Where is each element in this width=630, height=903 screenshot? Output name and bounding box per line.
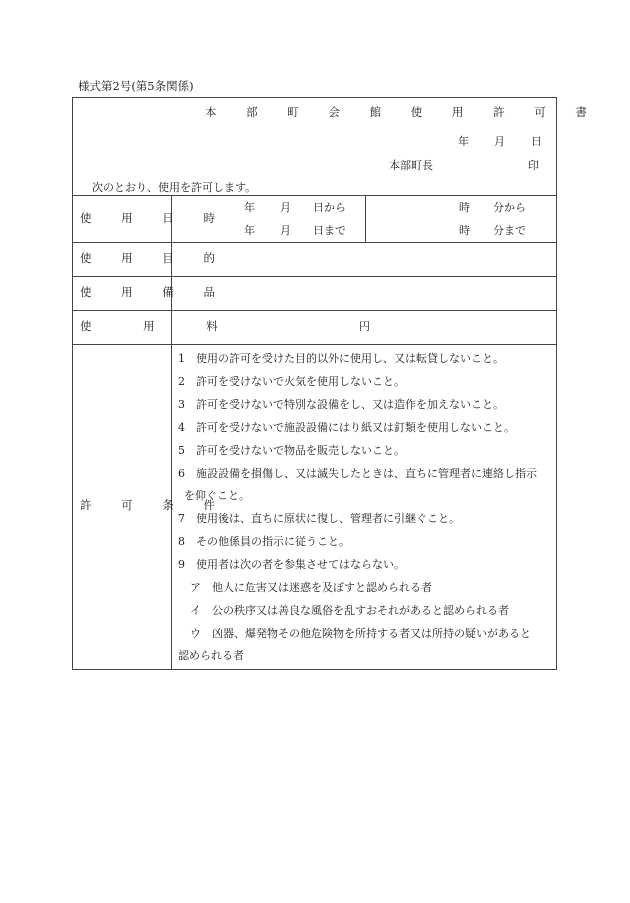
condition-line: 3 許可を受けないで特別な設備をし、又は造作を加えないこと。 bbox=[178, 398, 504, 411]
row-divider-purpose bbox=[72, 276, 557, 277]
condition-subline: ウ 凶器、爆発物その他危険物を所持する者又は所持の疑いがあると bbox=[190, 627, 531, 640]
conditions-label: 許 可 条 件 bbox=[80, 498, 228, 512]
form-label: 様式第2号(第5条関係) bbox=[78, 79, 194, 93]
datetime-to-day: 日まで bbox=[313, 224, 346, 237]
condition-line: 5 許可を受けないで物品を販売しないこと。 bbox=[178, 444, 405, 457]
datetime-to-minute: 分まで bbox=[493, 224, 526, 237]
equipment-label: 使 用 備 品 bbox=[80, 285, 228, 299]
row-divider-fee bbox=[72, 344, 557, 345]
table-bottom-border bbox=[72, 669, 557, 670]
datetime-to-month: 月 bbox=[280, 224, 291, 237]
condition-subline: 認められる者 bbox=[178, 649, 244, 662]
datetime-from-month: 月 bbox=[280, 201, 291, 214]
table-top-border bbox=[72, 97, 557, 98]
row-divider-equipment bbox=[72, 310, 557, 311]
intro-text: 次のとおり、使用を許可します。 bbox=[92, 181, 257, 194]
row-divider-header bbox=[72, 195, 557, 196]
issuer-name: 本部町長 bbox=[389, 159, 433, 172]
purpose-label: 使 用 目 的 bbox=[80, 251, 228, 265]
datetime-from-minute: 分から bbox=[493, 201, 526, 214]
label-column-divider bbox=[171, 195, 172, 669]
datetime-from-hour: 時 bbox=[459, 201, 470, 214]
table-left-border bbox=[72, 97, 73, 669]
document-title: 本 部 町 会 館 使 用 許 可 書 bbox=[205, 105, 600, 119]
header-year: 年 bbox=[458, 135, 469, 148]
condition-line: 7 使用後は、直ちに原状に復し、管理者に引継ぐこと。 bbox=[178, 512, 460, 525]
datetime-to-hour: 時 bbox=[459, 224, 470, 237]
fee-unit: 円 bbox=[359, 320, 370, 333]
table-right-border bbox=[556, 97, 557, 669]
datetime-from-year: 年 bbox=[244, 201, 255, 214]
header-day: 日 bbox=[531, 135, 542, 148]
fee-label: 使 用 料 bbox=[80, 319, 242, 333]
condition-line: 6 施設設備を損傷し、又は滅失したときは、直ちに管理者に連絡し指示 bbox=[178, 467, 537, 480]
header-month: 月 bbox=[494, 135, 505, 148]
row-divider-datetime bbox=[72, 242, 557, 243]
datetime-column-divider bbox=[365, 195, 366, 242]
condition-line: を仰ぐこと。 bbox=[184, 489, 250, 502]
condition-line: 8 その他係員の指示に従うこと。 bbox=[178, 535, 350, 548]
condition-line: 1 使用の許可を受けた目的以外に使用し、又は転貸しないこと。 bbox=[178, 352, 504, 365]
seal-mark: 印 bbox=[528, 159, 539, 172]
condition-subline: ア 他人に危害又は迷惑を及ぼすと認められる者 bbox=[190, 581, 432, 594]
datetime-from-day: 日から bbox=[313, 201, 346, 214]
datetime-label: 使 用 日 時 bbox=[80, 211, 228, 225]
datetime-to-year: 年 bbox=[244, 224, 255, 237]
condition-line: 9 使用者は次の者を参集させてはならない。 bbox=[178, 558, 405, 571]
condition-subline: イ 公の秩序又は善良な風俗を乱すおそれがあると認められる者 bbox=[190, 604, 509, 617]
condition-line: 4 許可を受けないで施設設備にはり紙又は釘類を使用しないこと。 bbox=[178, 421, 515, 434]
condition-line: 2 許可を受けないで火気を使用しないこと。 bbox=[178, 375, 405, 388]
